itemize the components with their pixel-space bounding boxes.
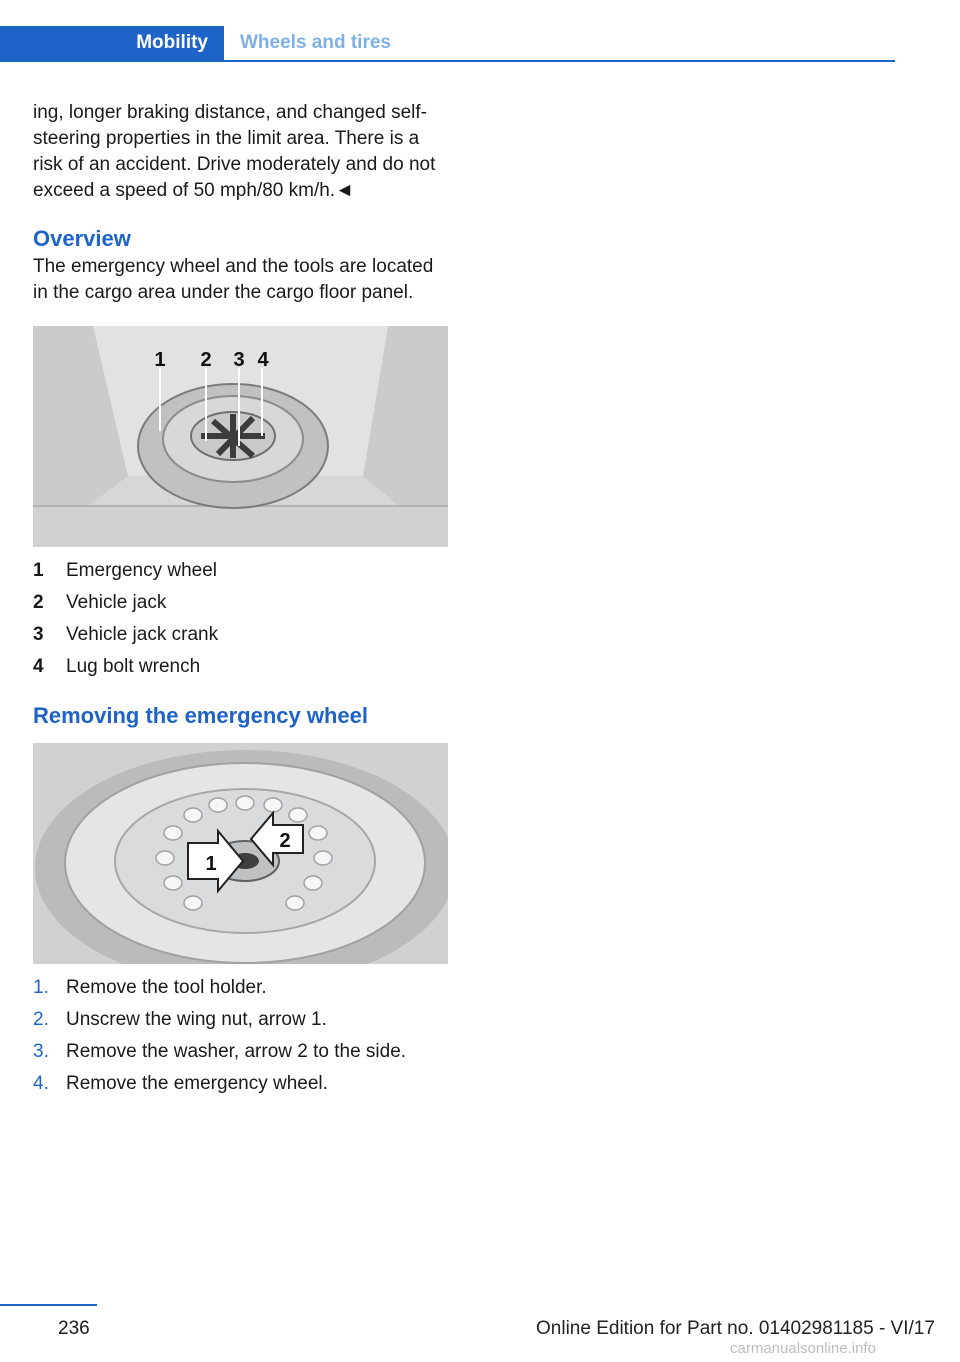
section-tab-mobility[interactable] — [0, 26, 224, 60]
callout-3: 3 — [233, 349, 245, 371]
step-item — [33, 1004, 453, 1036]
arrow-label-2: 2 — [279, 830, 291, 852]
chapter-tab-wheels-and-tires[interactable] — [224, 26, 391, 60]
legend-item — [33, 587, 453, 619]
step-text: Unscrew the wing nut, arrow 1. — [66, 1009, 327, 1030]
component-legend — [33, 555, 453, 683]
emergency-wheel-figure — [33, 743, 448, 964]
legend-label: Vehicle jack crank — [66, 624, 219, 645]
legend-label: Vehicle jack — [66, 592, 167, 613]
removal-steps — [33, 972, 453, 1100]
step-text: Remove the emergency wheel. — [66, 1073, 328, 1094]
step-text: Remove the washer, arrow 2 to the side. — [66, 1041, 407, 1062]
legend-number: 1 — [33, 560, 44, 581]
section-label: Mobility — [136, 32, 208, 53]
edition-info: Online Edition for Part no. 01402981185 - VI/17 — [536, 1318, 935, 1339]
step-text: Remove the tool holder. — [66, 977, 267, 998]
arrow-label-1: 1 — [205, 853, 217, 875]
legend-item — [33, 555, 453, 587]
step-number: 1. — [33, 977, 49, 998]
cargo-area-illustration — [33, 326, 448, 547]
step-item — [33, 1036, 453, 1068]
step-item — [33, 972, 453, 1004]
legend-item — [33, 651, 453, 683]
overview-paragraph: The emergency wheel and the tools are located in the cargo area under the cargo floor panel. — [33, 256, 434, 303]
callout-4: 4 — [257, 349, 269, 371]
step-number: 4. — [33, 1073, 49, 1094]
callout-2: 2 — [200, 349, 212, 371]
emergency-wheel-illustration — [33, 743, 448, 964]
overview-heading: Overview — [33, 226, 131, 251]
callout-1: 1 — [154, 349, 166, 371]
removing-heading: Removing the emergency wheel — [33, 703, 368, 728]
content-column — [33, 100, 453, 1100]
step-number: 2. — [33, 1009, 49, 1030]
legend-number: 2 — [33, 592, 44, 613]
page-header — [0, 26, 895, 62]
footer-divider — [0, 1304, 97, 1306]
legend-label: Lug bolt wrench — [66, 656, 201, 677]
cargo-area-figure — [33, 326, 448, 547]
step-number: 3. — [33, 1041, 49, 1062]
watermark: carmanualsonline.info — [730, 1340, 876, 1357]
intro-paragraph: ing, longer braking distance, and changed self-steering properties in the limit area. There is a risk of an accident. Drive moderately and do not exceed a speed of 50 mph/80 km/h.◄ — [33, 102, 436, 201]
legend-number: 3 — [33, 624, 44, 645]
page-number: 236 — [58, 1318, 90, 1339]
legend-number: 4 — [33, 656, 44, 677]
legend-item — [33, 619, 453, 651]
legend-label: Emergency wheel — [66, 560, 218, 581]
header-divider — [0, 60, 895, 62]
chapter-label: Wheels and tires — [240, 32, 391, 53]
step-item — [33, 1068, 453, 1100]
